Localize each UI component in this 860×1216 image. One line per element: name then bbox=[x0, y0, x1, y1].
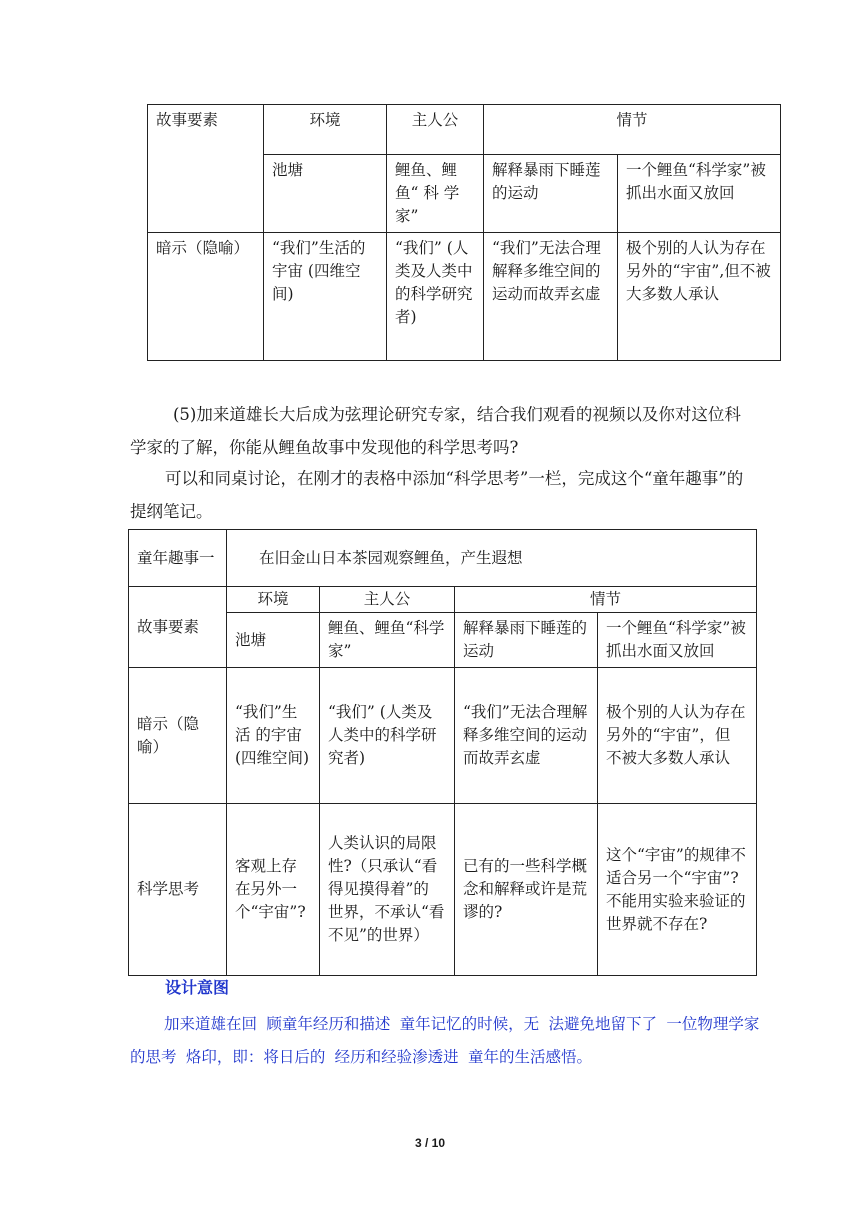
question-paragraph: (5)加来道雄长大后成为弦理论研究专家，结合我们观看的视频以及你对这位科学家的了解，你能从鲤鱼故事中发现他的科学思考吗? bbox=[130, 405, 741, 457]
cell-plot-2 bbox=[598, 804, 757, 976]
cell-plot-2: 一个鲤鱼“科学家”被抓出水面又放回 bbox=[598, 613, 757, 668]
cell-plot-2-line-a: 这个“宇宙”的规律不适合另一个“宇宙”? bbox=[606, 845, 746, 887]
title-value: 在旧金山日本茶园观察鲤鱼，产生遐想 bbox=[227, 530, 757, 587]
cell-plot-2: 极个别的人认为存在另外的“宇宙”,但不被大多数人承认 bbox=[618, 233, 781, 361]
cell-env: 池塘 bbox=[227, 613, 320, 668]
cell-plot-1: 已有的一些科学概念和解释或许是荒谬的? bbox=[455, 804, 598, 976]
story-elements-table-2 bbox=[128, 529, 757, 976]
header-story-element: 故事要素 bbox=[148, 105, 264, 233]
cell-plot-2-line-b: 不能用实验来验证的世界就不存在? bbox=[606, 891, 746, 933]
design-intent-body: 加来道雄在回 顾童年经历和描述 童年记忆的时候，无 法避免地留下了 一位物理学家的思考 烙印，即：将日后的 经历和经验渗透进 童年的生活感悟。 bbox=[130, 1015, 760, 1066]
header-plot: 情节 bbox=[484, 105, 781, 155]
cell-plot-1: “我们”无法合理 解释多维空间的运动而故弄玄虚 bbox=[484, 233, 618, 361]
header-environment: 环境 bbox=[264, 105, 387, 155]
story-elements-table-1 bbox=[147, 104, 781, 361]
cell-env: 客观上存在另外一个“宇宙”? bbox=[227, 804, 320, 976]
cell-protagonist: “我们” (人类及人类中的科学研究者) bbox=[320, 668, 455, 804]
cell-env: “我们”生活 的宇宙 (四维空间) bbox=[227, 668, 320, 804]
cell-env: “我们”生活的宇宙 (四维空间) bbox=[264, 233, 387, 361]
cell-plot-1: 解释暴雨下睡莲 的运动 bbox=[484, 155, 618, 233]
cell-plot-1: “我们”无法合理解释多维空间的运动而故弄玄虚 bbox=[455, 668, 598, 804]
cell-env: 池塘 bbox=[264, 155, 387, 233]
row-label-scientific-thinking: 科学思考 bbox=[129, 804, 227, 976]
cell-plot-1: 解释暴雨下睡莲的运动 bbox=[455, 613, 598, 668]
cell-plot-2: 极个别的人认为存在另外的“宇宙”，但 不被大多数人承认 bbox=[598, 668, 757, 804]
cell-protagonist: 鲤鱼、鲤鱼“科学 家” bbox=[320, 613, 455, 668]
cell-protagonist: “我们” (人类及人类中 的科学研究者) bbox=[387, 233, 484, 361]
header-environment: 环境 bbox=[227, 587, 320, 613]
header-plot: 情节 bbox=[455, 587, 757, 613]
title-label: 童年趣事一 bbox=[129, 530, 227, 587]
row-label-hint: 暗示（隐喻） bbox=[129, 668, 227, 804]
page-number: 3 / 10 bbox=[414, 1136, 446, 1150]
header-protagonist: 主人公 bbox=[320, 587, 455, 613]
cell-plot-2: 一个鲤鱼“科学家”被抓出水面又放回 bbox=[618, 155, 781, 233]
cell-protagonist: 人类认识的局限 性?（只承认“看 得见摸得着”的 世界，不承认“看 不见”的世界） bbox=[320, 804, 455, 976]
row-label-hint: 暗示（隐喻） bbox=[148, 233, 264, 361]
cell-protagonist: 鲤鱼、鲤鱼“ 科 学家” bbox=[387, 155, 484, 233]
instruction-paragraph: 可以和同桌讨论，在刚才的表格中添加“科学思考”一栏，完成这个“童年趣事”的提纲笔记。 bbox=[130, 469, 744, 521]
header-protagonist: 主人公 bbox=[387, 105, 484, 155]
design-intent-title: 设计意图 bbox=[165, 978, 230, 997]
header-story-element: 故事要素 bbox=[129, 587, 227, 668]
